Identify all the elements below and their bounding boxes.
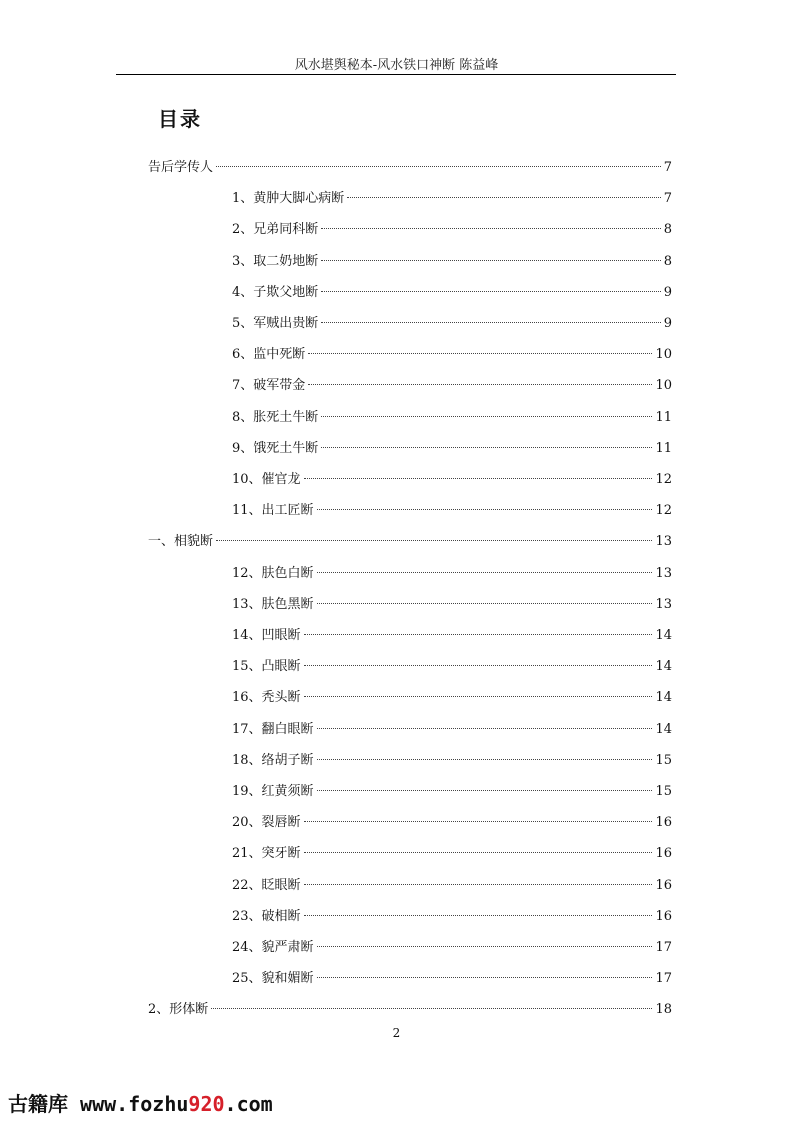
toc-entry[interactable] [148, 532, 672, 552]
toc-entry[interactable] [232, 657, 672, 677]
toc-entry-page: 11 [655, 440, 672, 456]
toc-entry-label: 5、军贼出贵断 [232, 316, 319, 331]
toc-entry-page: 13 [655, 534, 672, 550]
toc-entry[interactable] [232, 345, 672, 365]
toc-entry-page: 9 [663, 284, 672, 300]
toc-entry-label: 9、饿死土牛断 [232, 440, 319, 456]
toc-leader-dots [304, 852, 653, 853]
toc-entry-label: 4、子欺父地断 [232, 284, 319, 300]
toc-leader-dots [321, 322, 660, 323]
toc-entry[interactable] [232, 595, 672, 615]
toc-entry-label: 20、裂唇断 [232, 815, 301, 831]
toc-entry-label: 7、破军带金 [232, 378, 306, 394]
toc-entry-label: 2、形体断 [148, 1002, 209, 1018]
toc-entry[interactable] [232, 220, 672, 240]
toc-entry-label: 18、络胡子断 [232, 752, 314, 768]
toc-entry[interactable] [232, 782, 672, 802]
toc-leader-dots [317, 977, 653, 978]
toc-entry-page: 13 [655, 596, 672, 612]
toc-entry-label: 10、催官龙 [232, 472, 301, 487]
toc-entry-label: 一、相貌断 [148, 534, 214, 550]
toc-entry-label: 21、突牙断 [232, 846, 301, 862]
toc-entry-label: 17、翻白眼断 [232, 721, 314, 737]
toc-entry-label: 1、黄肿大脚心病断 [232, 191, 345, 207]
toc-entry-label: 11、出工匠断 [232, 503, 314, 519]
toc-entry-page: 14 [655, 628, 672, 643]
toc-entry-page: 10 [655, 378, 672, 394]
toc-leader-dots [304, 696, 653, 697]
watermark-prefix: 古籍库 www.fozhu [8, 1092, 189, 1116]
toc-leader-dots [321, 447, 652, 448]
toc-entry-page: 16 [655, 877, 672, 893]
toc-entry[interactable] [232, 720, 672, 740]
toc-leader-dots [321, 228, 660, 229]
toc-entry-label: 告后学传人 [148, 160, 214, 175]
toc-leader-dots [304, 915, 653, 916]
toc-leader-dots [321, 260, 660, 261]
toc-leader-dots [317, 728, 653, 729]
toc-leader-dots [317, 509, 653, 510]
toc-entry-label: 8、胀死土牛断 [232, 409, 319, 425]
toc-heading: 目录 [158, 107, 202, 131]
toc-entry[interactable] [232, 813, 672, 833]
toc-leader-dots [317, 790, 653, 791]
toc-entry[interactable] [232, 969, 672, 989]
toc-leader-dots [321, 291, 660, 292]
toc-entry[interactable] [232, 252, 672, 272]
toc-entry-page: 17 [655, 971, 672, 987]
toc-leader-dots [304, 634, 653, 635]
toc-leader-dots [304, 884, 653, 885]
site-watermark [8, 1088, 273, 1117]
running-header: 风水堪舆秘本-风水铁口神断 陈益峰 [294, 58, 499, 73]
toc-entry-page: 14 [655, 690, 672, 706]
toc-entry-label: 23、破相断 [232, 908, 301, 924]
toc-entry-label: 22、眨眼断 [232, 877, 301, 893]
toc-entry-page: 15 [655, 752, 672, 768]
toc-leader-dots [317, 759, 653, 760]
toc-entry-page: 13 [655, 565, 672, 581]
page-number: 2 [392, 1026, 401, 1040]
toc-entry-page: 10 [655, 347, 672, 363]
toc-entry[interactable] [232, 376, 672, 396]
toc-entry-page: 11 [655, 409, 672, 425]
toc-entry-label: 25、貌和媚断 [232, 971, 314, 987]
watermark-accent: 920 [188, 1092, 225, 1116]
toc-entry-page: 14 [655, 659, 672, 675]
toc-entry-page: 18 [655, 1002, 672, 1018]
toc-entry[interactable] [148, 158, 672, 178]
toc-entry-page: 15 [655, 784, 672, 799]
header-rule [116, 74, 676, 75]
toc-entry-label: 15、凸眼断 [232, 659, 301, 675]
toc-entry[interactable] [232, 408, 672, 428]
toc-entry-label: 6、监中死断 [232, 347, 306, 363]
toc-leader-dots [317, 603, 653, 604]
toc-entry[interactable] [148, 1000, 672, 1020]
toc-leader-dots [317, 572, 653, 573]
toc-entry[interactable] [232, 470, 672, 490]
toc-entry-page: 16 [655, 908, 672, 924]
toc-entry-page: 17 [655, 940, 672, 955]
toc-entry-page: 7 [663, 160, 672, 175]
toc-entry-label: 13、肤色黑断 [232, 596, 314, 612]
toc-leader-dots [304, 821, 653, 822]
toc-leader-dots [317, 946, 653, 947]
toc-entry-page: 16 [655, 815, 672, 831]
toc-entry-page: 8 [663, 253, 672, 269]
toc-entry[interactable] [232, 439, 672, 459]
toc-entry[interactable] [232, 314, 672, 334]
toc-entry-page: 12 [655, 503, 672, 519]
toc-entry[interactable] [232, 501, 672, 521]
toc-leader-dots [216, 166, 661, 167]
toc-entry[interactable] [232, 626, 672, 646]
toc-entry-page: 9 [663, 316, 672, 331]
toc-entry-label: 3、取二奶地断 [232, 253, 319, 269]
toc-entry-page: 12 [655, 472, 672, 487]
toc-entry-label: 14、凹眼断 [232, 628, 301, 643]
toc-entry-label: 19、红黄须断 [232, 784, 314, 799]
toc-entry[interactable] [232, 876, 672, 896]
toc-leader-dots [211, 1008, 652, 1009]
toc-entry-page: 8 [663, 222, 672, 238]
toc-entry[interactable] [232, 751, 672, 771]
watermark-suffix: .com [224, 1092, 273, 1116]
toc-entry[interactable] [232, 564, 672, 584]
toc-entry-page: 16 [655, 846, 672, 862]
toc-entry[interactable] [232, 189, 672, 209]
toc-leader-dots [308, 384, 652, 385]
toc-leader-dots [216, 540, 652, 541]
toc-entry-label: 24、貌严肃断 [232, 940, 314, 955]
toc-entry[interactable] [232, 844, 672, 864]
toc-entry-page: 14 [655, 721, 672, 737]
toc-entry[interactable] [232, 283, 672, 303]
toc-leader-dots [308, 353, 652, 354]
toc-entry[interactable] [232, 938, 672, 958]
toc-leader-dots [347, 197, 660, 198]
toc-entry-label: 12、肤色白断 [232, 565, 314, 581]
toc-entry[interactable] [232, 688, 672, 708]
toc-entry-label: 16、秃头断 [232, 690, 301, 706]
toc-entry-page: 7 [663, 191, 672, 207]
toc-leader-dots [304, 478, 653, 479]
toc-leader-dots [304, 665, 653, 666]
toc-leader-dots [321, 416, 652, 417]
toc-entry-label: 2、兄弟同科断 [232, 222, 319, 238]
toc-entry[interactable] [232, 907, 672, 927]
